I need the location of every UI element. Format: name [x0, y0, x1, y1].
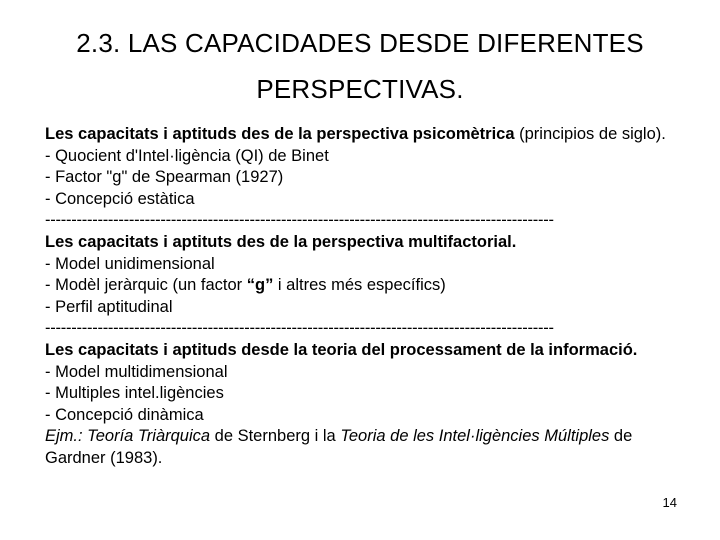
- separator-line: -------------------------------------------------------------------------------------------------: [45, 211, 554, 230]
- slide-title-line-1: 2.3. LAS CAPACIDADES DESDE DIFERENTES: [76, 28, 644, 58]
- slide-title-line-2: PERSPECTIVAS.: [256, 74, 464, 104]
- list-item: - Perfil aptitudinal: [45, 297, 173, 316]
- example-prefix: Ejm.: Teoría Triàrquica: [45, 427, 211, 446]
- example-theory-name: Teoria de les Intel·ligències Múltiples: [340, 427, 610, 446]
- list-item: - Model unidimensional: [45, 254, 215, 273]
- list-item: [45, 275, 685, 297]
- section-psicometrica-heading: [45, 124, 685, 146]
- slide-body: [45, 124, 685, 470]
- example-middle: de Sternberg i la: [210, 427, 341, 446]
- list-item: - Model multidimensional: [45, 362, 228, 381]
- section-heading-bold: Les capacitats i aptituds des de la perspectiva psicomètrica: [45, 125, 515, 143]
- example-suffix: de Gardner (1983).: [45, 427, 633, 467]
- list-item-text: - Modèl jeràrquic (un factor: [45, 276, 247, 295]
- example-paragraph: [45, 426, 685, 469]
- factor-g-label: “g”: [246, 276, 274, 295]
- list-item: - Multiples intel.ligències: [45, 384, 224, 403]
- list-item: - Concepció estàtica: [45, 189, 195, 208]
- section-processament-heading: Les capacitats i aptituds desde la teoria del processament de la informació.: [45, 340, 638, 359]
- list-item: - Concepció dinàmica: [45, 405, 204, 424]
- section-heading-bold: Les capacitats i aptituts des de la perspectiva multifactorial.: [45, 232, 517, 251]
- separator-line: -------------------------------------------------------------------------------------------------: [45, 319, 554, 338]
- page-number: 14: [662, 495, 677, 510]
- section-heading-rest: (principios de siglo).: [514, 125, 666, 143]
- list-item-text-rest: i altres més específics): [273, 276, 446, 295]
- section-multifactorial-heading: [45, 232, 685, 254]
- list-item: - Factor "g" de Spearman (1927): [45, 168, 284, 187]
- list-item: - Quocient d'Intel·ligència (QI) de Binet: [45, 146, 329, 165]
